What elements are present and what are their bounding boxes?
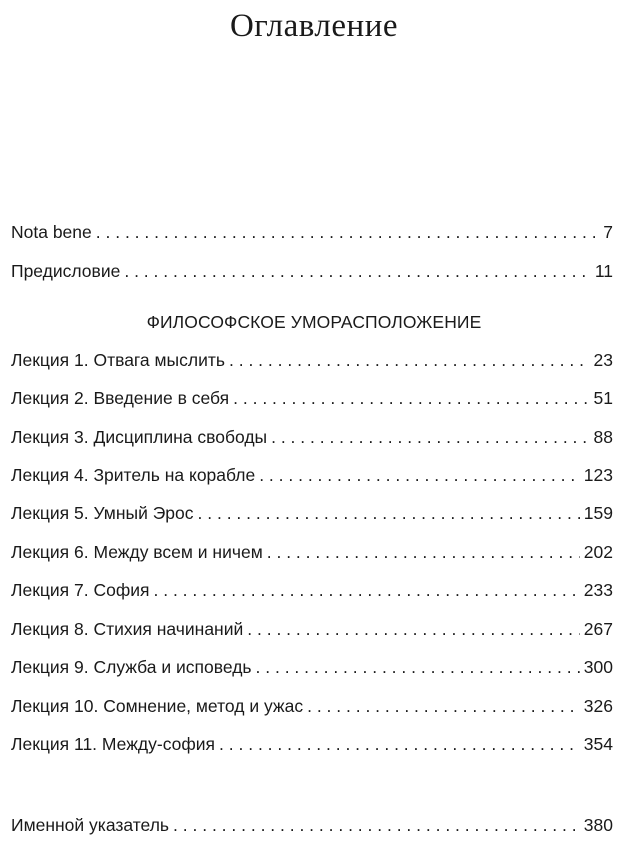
toc-entry-label: Лекция 7. София	[11, 580, 150, 600]
dot-leader	[267, 539, 580, 565]
toc-entry-label: Лекция 1. Отвага мыслить	[11, 350, 225, 370]
toc-entry-label: Лекция 2. Введение в себя	[11, 388, 230, 408]
toc-entry-lecture-5[interactable]	[11, 500, 613, 526]
dot-leader	[247, 616, 580, 642]
toc-entry-page: 123	[583, 465, 613, 485]
toc-entry-page: 7	[603, 222, 613, 242]
toc-entry-page: 300	[583, 657, 613, 677]
toc-entry-label: Именной указатель	[11, 815, 170, 835]
toc-entry-lecture-4[interactable]	[11, 462, 613, 488]
toc-entry-label: Предисловие	[11, 261, 121, 281]
toc-entry-lecture-6[interactable]	[11, 539, 613, 565]
toc-entry-label: Лекция 8. Стихия начинаний	[11, 619, 244, 639]
toc-entry-label: Лекция 3. Дисциплина свободы	[11, 427, 268, 447]
toc-entry-lecture-7[interactable]	[11, 577, 613, 603]
page-title: Оглавление	[229, 8, 399, 44]
toc-entry-label: Лекция 10. Сомнение, метод и ужас	[11, 696, 304, 716]
toc-entry-label: Лекция 11. Между-софия	[11, 734, 216, 754]
dot-leader	[229, 347, 590, 373]
toc-entry-page: 11	[594, 261, 613, 281]
toc-entry-page: 159	[583, 503, 613, 523]
toc-entry-lecture-8[interactable]	[11, 616, 613, 642]
dot-leader	[219, 731, 580, 757]
dot-leader	[271, 424, 589, 450]
toc-entry-page: 267	[583, 619, 613, 639]
section-heading: ФИЛОСОФСКОЕ УМОРАСПОЛОЖЕНИЕ	[146, 312, 482, 332]
dot-leader	[96, 219, 600, 245]
toc-entry-page: 233	[583, 580, 613, 600]
toc-entry-label: Nota bene	[11, 222, 92, 242]
dot-leader	[154, 577, 580, 603]
dot-leader	[124, 258, 590, 284]
toc-entry-label: Лекция 4. Зритель на корабле	[11, 465, 256, 485]
toc-entry-page: 380	[583, 815, 613, 835]
dot-leader	[259, 462, 580, 488]
dot-leader	[198, 500, 580, 526]
dot-leader	[256, 654, 580, 680]
toc-entry-preface[interactable]	[11, 258, 613, 284]
toc-entry-name-index[interactable]	[11, 812, 613, 838]
dot-leader	[307, 693, 580, 719]
toc-entry-label: Лекция 5. Умный Эрос	[11, 503, 194, 523]
toc-entry-lecture-2[interactable]	[11, 385, 613, 411]
toc-entry-page: 326	[583, 696, 613, 716]
toc-entry-nota-bene[interactable]	[11, 219, 613, 245]
dot-leader	[173, 812, 580, 838]
dot-leader	[233, 385, 589, 411]
toc-entry-lecture-11[interactable]	[11, 731, 613, 757]
toc-entry-page: 202	[583, 542, 613, 562]
toc-entry-lecture-3[interactable]	[11, 424, 613, 450]
toc-entry-lecture-1[interactable]	[11, 347, 613, 373]
toc-entry-page: 354	[583, 734, 613, 754]
toc-entry-page: 88	[593, 427, 613, 447]
toc-entry-label: Лекция 6. Между всем и ничем	[11, 542, 263, 562]
toc-entry-page: 23	[593, 350, 613, 370]
toc-entry-lecture-10[interactable]	[11, 693, 613, 719]
toc-entry-page: 51	[593, 388, 613, 408]
toc-entry-lecture-9[interactable]	[11, 654, 613, 680]
toc-entry-label: Лекция 9. Служба и исповедь	[11, 657, 252, 677]
